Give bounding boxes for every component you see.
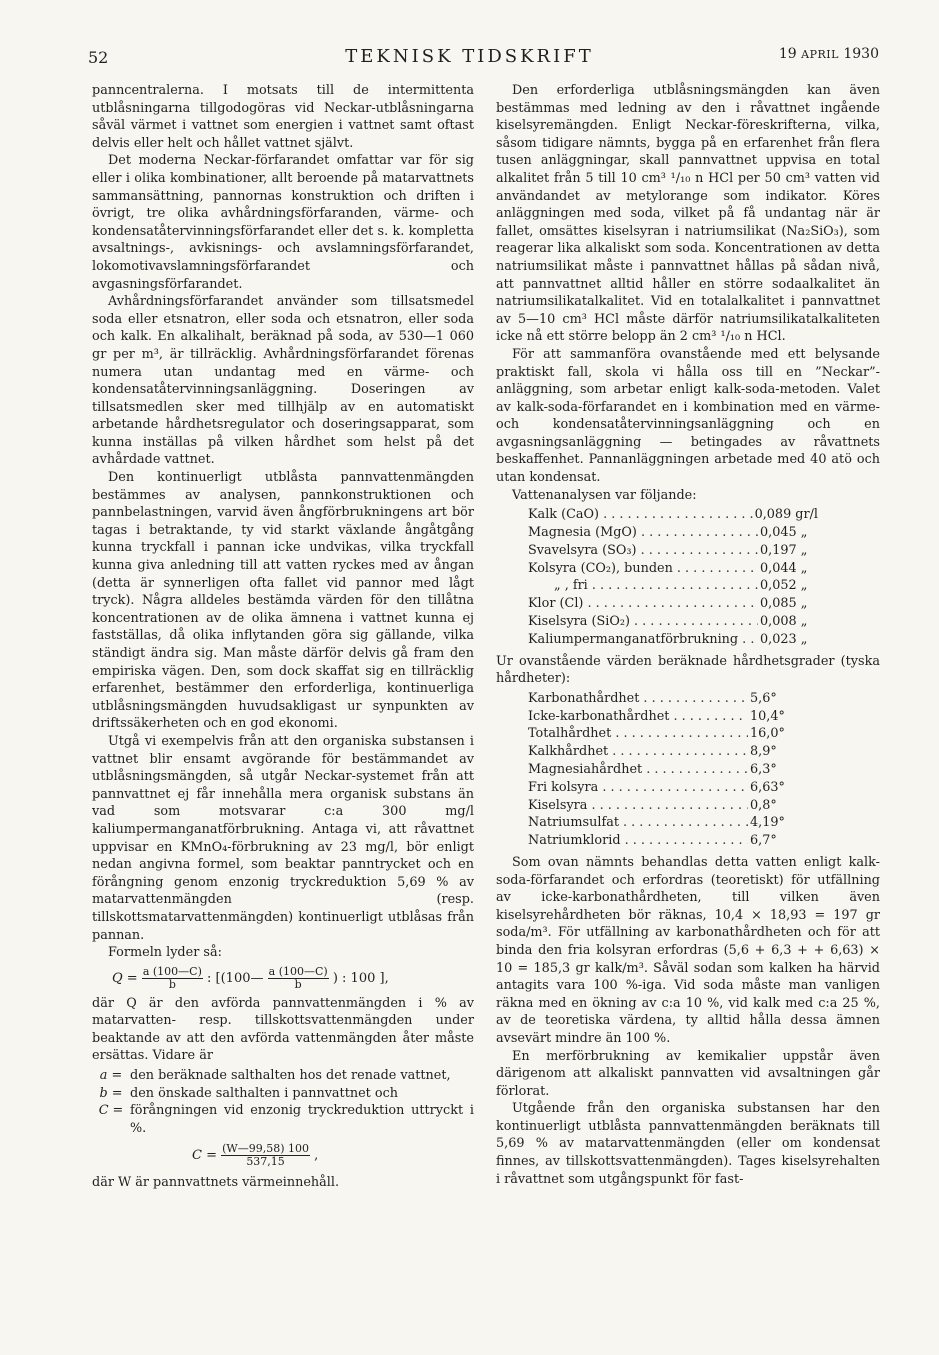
- row-value: 6,7°: [748, 832, 790, 850]
- numerator: a (100—C): [268, 964, 328, 978]
- table-row: [528, 797, 790, 815]
- numerator: a (100—C): [142, 964, 202, 978]
- row-label: Magnesiahårdhet . . .: [528, 761, 748, 779]
- table-row: [528, 832, 790, 850]
- row-label: Klor (Cl) . . .: [528, 595, 758, 613]
- formula-q: [92, 962, 474, 995]
- table-row: [528, 725, 790, 743]
- fraction: [268, 966, 329, 991]
- row-label: Karbonathårdhet . . .: [528, 690, 748, 708]
- row-value: 0,052 „: [758, 577, 818, 595]
- numerator: (W—99,58) 100: [222, 1142, 309, 1156]
- row-value: 10,4°: [748, 708, 790, 726]
- definition-row: [92, 1102, 474, 1137]
- definition-row: [92, 1067, 474, 1085]
- hardness-table: [528, 690, 790, 850]
- row-value: 6,3°: [748, 761, 790, 779]
- formula-lhs: Q =: [112, 970, 138, 986]
- paragraph: Det moderna Neckar-förfarandet omfattar var för sig eller i olika kombinationer, allt beroende på matarvattnets sammansättning, pannornas konstruktion och driften i övrigt, tre olika avhårdningsförfaranden, värme- och kondensatåtervinningsförfarandet eller det s. k. kompletta avsaltnings-, avkisnings- och avslamningsförfarandet, lokomotivavslamningsförfarandet och avgasningsförfarandet.: [92, 153, 474, 292]
- definition-symbol: C =: [98, 1103, 124, 1119]
- table-row: [528, 524, 818, 542]
- denominator: b: [294, 977, 302, 991]
- row-label: Kaliumpermanganatförbrukning . . .: [528, 631, 758, 649]
- row-value: 6,63°: [748, 779, 790, 797]
- row-value: 0,023 „: [758, 631, 818, 649]
- definition-text: den beräknade salthalten hos det renade vattnet,: [130, 1068, 451, 1084]
- right-column: [496, 82, 880, 1188]
- table-row: [528, 613, 818, 631]
- paragraph: panncentralerna. I motsats till de intermittenta utblåsningarna tillgodogöras vid Neckar-utblåsningarna såväl värmet i vattnet som energien i vattnet samt oftast delvis eller helt och hållet vattnet självt.: [92, 83, 474, 151]
- row-label: Kalkhårdhet . . .: [528, 743, 748, 761]
- formula-end: ) : 100 ],: [332, 970, 389, 986]
- left-column: [92, 82, 474, 1192]
- paragraph: Avhårdningsförfarandet använder som tillsatsmedel soda eller etsnatron, eller soda och etsnatron, eller soda och kalk. En alkalihalt, beräknad på soda, av 530—1 060 gr per m³, är tillräcklig. Avhårdningsförfarandet förenas numera utan undantag med en värme- och kondensatåtervinningsanläggning. Doseringen av tillsatsmedlen sker med tillhjälp av en automatiskt arbetande hårdhetsregulator och doseringsapparat, som kunna inställas på vilken hårdhet som helst på det avhårdade vattnet.: [92, 294, 474, 468]
- row-label: „ , fri . . .: [528, 577, 758, 595]
- table-row: [528, 690, 790, 708]
- paragraph: För att sammanföra ovanstående med ett belysande praktiskt fall, skola vi hålla oss till en ”Neckar”-anläggning, som arbetar enligt kalk-soda-metoden. Valet av kalk-soda-förfarandet en i kombination med en värme- och kondensatåtervinningsanläggning och en avgasningsanläggning — betingades av råvattnets beskaffenhet. Pannanläggningen arbetade med 40 atö och utan kondensat.: [496, 346, 880, 486]
- issue-date-day: 19: [778, 46, 797, 62]
- paragraph: där W är pannvattnets värmeinnehåll.: [92, 1175, 340, 1191]
- row-label: Magnesia (MgO) . . .: [528, 524, 758, 542]
- table-row: [528, 743, 790, 761]
- issue-date: [779, 46, 879, 62]
- denominator: b: [168, 977, 176, 991]
- issue-date-month: APRIL: [801, 48, 839, 61]
- definition-text: den önskade salthalten i pannvattnet och: [130, 1085, 398, 1101]
- definitions: [92, 1067, 474, 1137]
- issue-date-year: 1930: [843, 46, 879, 62]
- paragraph: Utgående från den organiska substansen har den kontinuerligt utblåsta pannvattenmängden beräknats till 5,69 % av matarvattenmängden (eller om kondensat finnes, av tillskottsvattenmängden). Tages kiselsyrehalten i råvattnet som utgångspunkt för fast-: [496, 1101, 880, 1187]
- definition-text: förångningen vid enzonig tryckreduktion uttryckt i %.: [130, 1103, 474, 1136]
- formula-end: ,: [314, 1148, 319, 1164]
- row-label: Natriumklorid . . .: [528, 832, 748, 850]
- row-value: 0,8°: [748, 797, 790, 815]
- row-label: Natriumsulfat . . .: [528, 814, 748, 832]
- page-number: 52: [88, 48, 109, 67]
- denominator: 537,15: [246, 1155, 285, 1169]
- fraction: [142, 966, 203, 991]
- row-value: 0,085 „: [758, 595, 818, 613]
- row-label: Fri kolsyra . . .: [528, 779, 748, 797]
- table-row: [528, 506, 818, 524]
- row-label: Svavelsyra (SO₃) . . .: [528, 542, 758, 560]
- row-value: 0,197 „: [758, 542, 818, 560]
- definition-symbol: a =: [99, 1068, 123, 1084]
- row-value: 4,19°: [748, 814, 790, 832]
- paragraph: där Q är den avförda pannvattenmängden i % av matarvatten- resp. tillskottsvattenmängden under beaktande av att den avförda vattenmängden åter måste ersättas. Vidare är: [92, 995, 474, 1064]
- paragraph: Den kontinuerligt utblåsta pannvattenmängden bestämmes av analysen, pannkonstruktionen och pannbelastningen, varvid även ångförbrukningens art bör tagas i betraktande, ty vid starkt växlande ångåtgång kunna tryckfall i pannan icke undvikas, vilka tryckfall kunna giva anledning till att vatten ryckes med av ångan (detta är synnerligen ofta fallet vid pannor med lågt tryck). Några alldeles bestämda värden för den tillåtna koncentrationen av de olika ämnena i vattnet kunna ej fastställas, då olika inflytanden göra sig gällande, vilka ständigt ändra sig. Man måste därför delvis gå fram den empiriska vägen. Den, som dock skaffat sig en tillräcklig erfarenhet, bestämmer den erforderliga, kontinuerliga utblåsningsmängden huvudsakligast ur synpunkten av driftssäkerheten och en god ekonomi.: [92, 470, 474, 732]
- paragraph: Den erforderliga utblåsningsmängden kan även bestämmas med ledning av den i råvattnet ingående kiselsyremängden. Enligt Neckar-föreskrifterna, vilka, såsom tidigare nämnts, bygga på en erfarenhet från flera tusen anläggningar, skall pannvattnet uppvisa en total alkalitet från 5 till 10 cm³ ¹/₁₀ n HCl per 50 cm³ vatten vid användandet av metylorange som indikator. Köres anläggningen med soda, vilket på få undantag när är fallet, omsättes kiselsyran i natriumsilikat (Na₂SiO₃), som reagerar lika alkaliskt som soda. Koncentrationen av detta natriumsilikat måste i pannvattnet hållas på sådan nivå, att pannvattnet alltid håller en större sodaalkalitet än natriumsilikatalkalitet. Vid en totalalkalitet i pannvattnet av 5—10 cm³ HCl måste därför natriumsilikatalkaliteten icke nå ett större belopp än 2 cm³ ¹/₁₀ n HCl.: [496, 83, 880, 345]
- formula-mid: : [(100—: [207, 970, 264, 986]
- table-row: [528, 708, 790, 726]
- paragraph: Utgå vi exempelvis från att den organiska substansen i vattnet blir ensamt avgörande för bestämmandet av utblåsningsmängden, så utgår Neckar-systemet från att pannvattnet ej får innehålla mera organisk substans än vad som motsvarar c:a 300 mg/l kaliumpermanganatförbrukning. Antaga vi, att råvattnet uppvisar en KMnO₄-förbrukning av 23 mg/l, bör enligt nedan angivna formel, som beaktar panntrycket och en förångning genom enzonig tryckreduktion 5,69 % av matarvattenmängden (resp. tillskottsmatarvattenmängden) kontinuerligt utblåsas från pannan.: [92, 733, 474, 943]
- table-row: [528, 814, 790, 832]
- row-value: 16,0°: [748, 725, 790, 743]
- row-label: Kiselsyra . . .: [528, 797, 748, 815]
- row-label: Kiselsyra (SiO₂) . . .: [528, 613, 758, 631]
- row-label: Icke-karbonathårdhet . . .: [528, 708, 748, 726]
- table-row: [528, 779, 790, 797]
- paragraph: Vattenanalysen var följande:: [512, 487, 697, 503]
- row-value: 8,9°: [748, 743, 790, 761]
- fraction: [221, 1143, 310, 1168]
- row-value: 0,089 gr/l: [754, 507, 818, 523]
- page-header: [0, 44, 939, 74]
- paragraph: En merförbrukning av kemikalier uppstår även därigenom att alkaliskt pannvatten vid avsaltningen går förlorat.: [496, 1048, 880, 1099]
- row-value: 0,044 „: [758, 560, 818, 578]
- row-value: 5,6°: [748, 690, 790, 708]
- table-row: [528, 560, 818, 578]
- definition-symbol: b =: [99, 1085, 123, 1101]
- table-row: [528, 542, 818, 560]
- row-value: 0,045 „: [758, 524, 818, 542]
- row-value: 0,008 „: [758, 613, 818, 631]
- paragraph: Formeln lyder så:: [108, 945, 222, 961]
- water-analysis-table: [528, 506, 818, 648]
- definition-row: [92, 1085, 474, 1103]
- formula-c: [92, 1139, 474, 1174]
- table-row: [528, 761, 790, 779]
- paragraph: Som ovan nämnts behandlas detta vatten enligt kalk-soda-förfarandet och erfordras (teoretiskt) för utfällning av icke-karbonathårdheten, till vilken även kiselsyrehårdheten bör räknas, 10,4 × 18,93 = 197 gr soda/m³. För utfällning av karbonathårdheten och för att binda den fria kolsyran erfordras (5,6 + 6,3 + + 6,63) × 10 = 185,3 gr kalk/m³. Såväl sodan som kalken ha härvid antagits vara 100 %-iga. Vid soda måste man vanligen räkna med en ökning av c:a 10 %, vid kalk med c:a 25 %, av de teoretiska värdena, ty alltid hålla dessa ämnen avsevärt mindre än 100 %.: [496, 854, 880, 1046]
- table-row: [528, 595, 818, 613]
- row-label: Kalk (CaO) . . .: [528, 506, 753, 524]
- journal-title: TEKNISK TIDSKRIFT: [345, 46, 594, 67]
- row-label: Kolsyra (CO₂), bunden . . .: [528, 560, 758, 578]
- table-row: [528, 631, 818, 649]
- row-label: Totalhårdhet . . .: [528, 725, 748, 743]
- table-row: [528, 577, 818, 595]
- formula-lhs: C =: [192, 1148, 217, 1164]
- paragraph: Ur ovanstående värden beräknade hårdhetsgrader (tyska hårdheter):: [496, 653, 880, 687]
